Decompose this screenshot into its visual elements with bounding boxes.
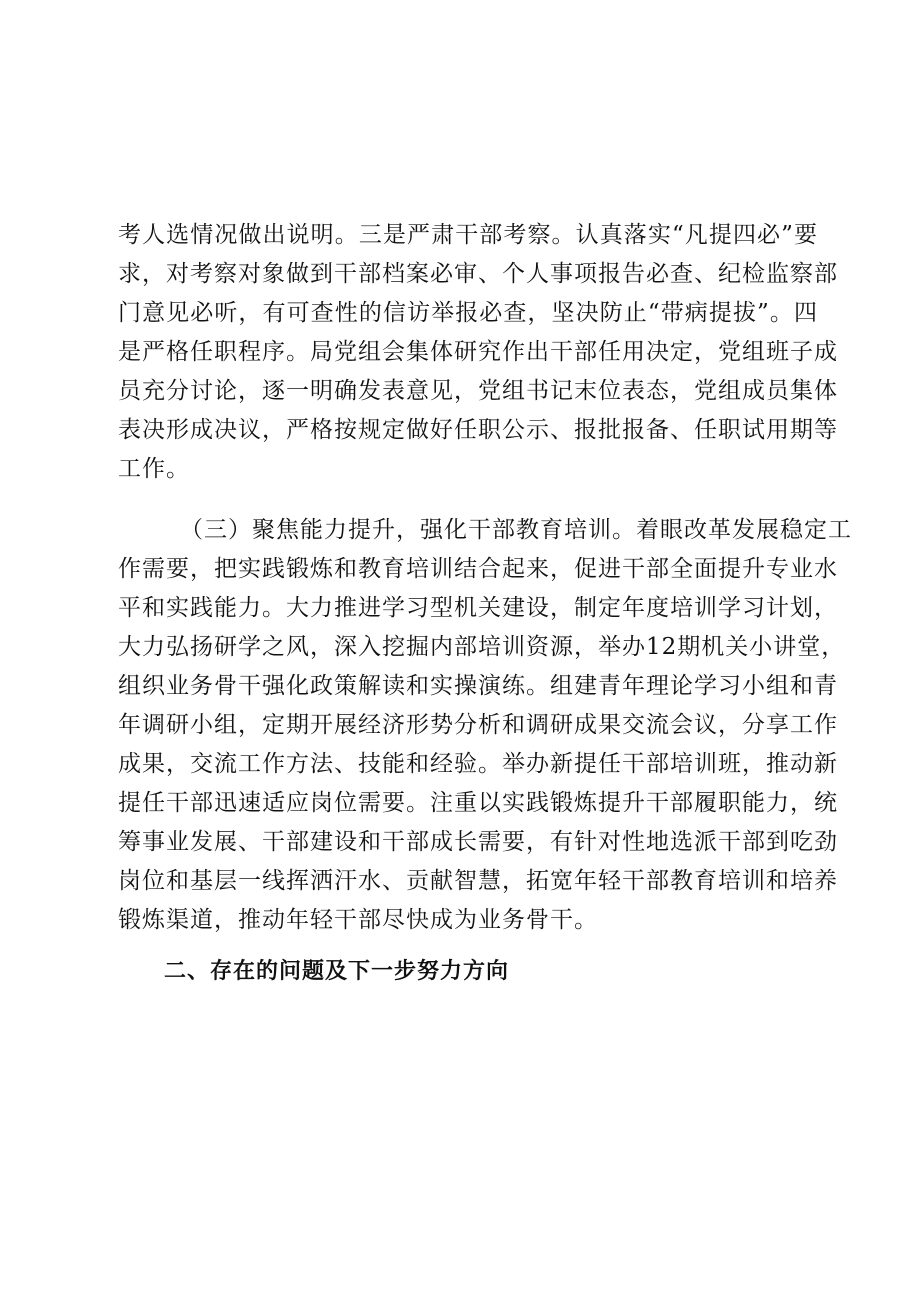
paragraph-line: （三）聚焦能力提升，强化干部教育培训。着眼改革发展稳定工 xyxy=(180,517,852,543)
paragraph-line: 锻炼渠道，推动年轻干部尽快成为业务骨干。 xyxy=(118,907,598,933)
paragraph-line: 作需要，把实践锻炼和教育培训结合起来，促进干部全面提升专业水 xyxy=(118,556,838,582)
paragraph-line: 岗位和基层一线挥洒汗水、贡献智慧，拓宽年轻干部教育培训和培养 xyxy=(118,868,838,894)
paragraph-capacity-training xyxy=(118,511,852,940)
paragraph-line: 表决形成决议，严格按规定做好任职公示、报批报备、任职试用期等 xyxy=(118,417,838,443)
paragraph-line: 提任干部迅速适应岗位需要。注重以实践锻炼提升干部履职能力，统 xyxy=(118,790,838,816)
paragraph-line: 求，对考察对象做到干部档案必审、个人事项报告必查、纪检监察部 xyxy=(118,261,838,287)
paragraph-line: 组织业务骨干强化政策解读和实操演练。组建青年理论学习小组和青 xyxy=(118,673,838,699)
section-heading: 二、存在的问题及下一步努力方向 xyxy=(164,959,510,984)
paragraph-line: 成果，交流工作方法、技能和经验。举办新提任干部培训班，推动新 xyxy=(118,751,838,777)
paragraph-cadre-inspection xyxy=(118,216,838,489)
paragraph-line: 大力弘扬研学之风，深入挖掘内部培训资源，举办12期机关小讲堂， xyxy=(118,634,846,660)
paragraph-line: 是严格任职程序。局党组会集体研究作出干部任用决定，党组班子成 xyxy=(118,339,838,365)
paragraph-line: 平和实践能力。大力推进学习型机关建设，制定年度培训学习计划， xyxy=(118,595,838,621)
paragraph-line: 筹事业发展、干部建设和干部成长需要，有针对性地选派干部到吃劲 xyxy=(118,829,838,855)
paragraph-line: 员充分讨论，逐一明确发表意见，党组书记末位表态，党组成员集体 xyxy=(118,378,838,404)
paragraph-line: 门意见必听，有可查性的信访举报必查，坚决防止“带病提拔”。四 xyxy=(118,300,818,326)
paragraph-line: 工作。 xyxy=(118,456,190,482)
paragraph-line: 考人选情况做出说明。三是严肃干部考察。认真落实“凡提四必”要 xyxy=(118,222,818,248)
paragraph-line: 年调研小组，定期开展经济形势分析和调研成果交流会议，分享工作 xyxy=(118,712,838,738)
